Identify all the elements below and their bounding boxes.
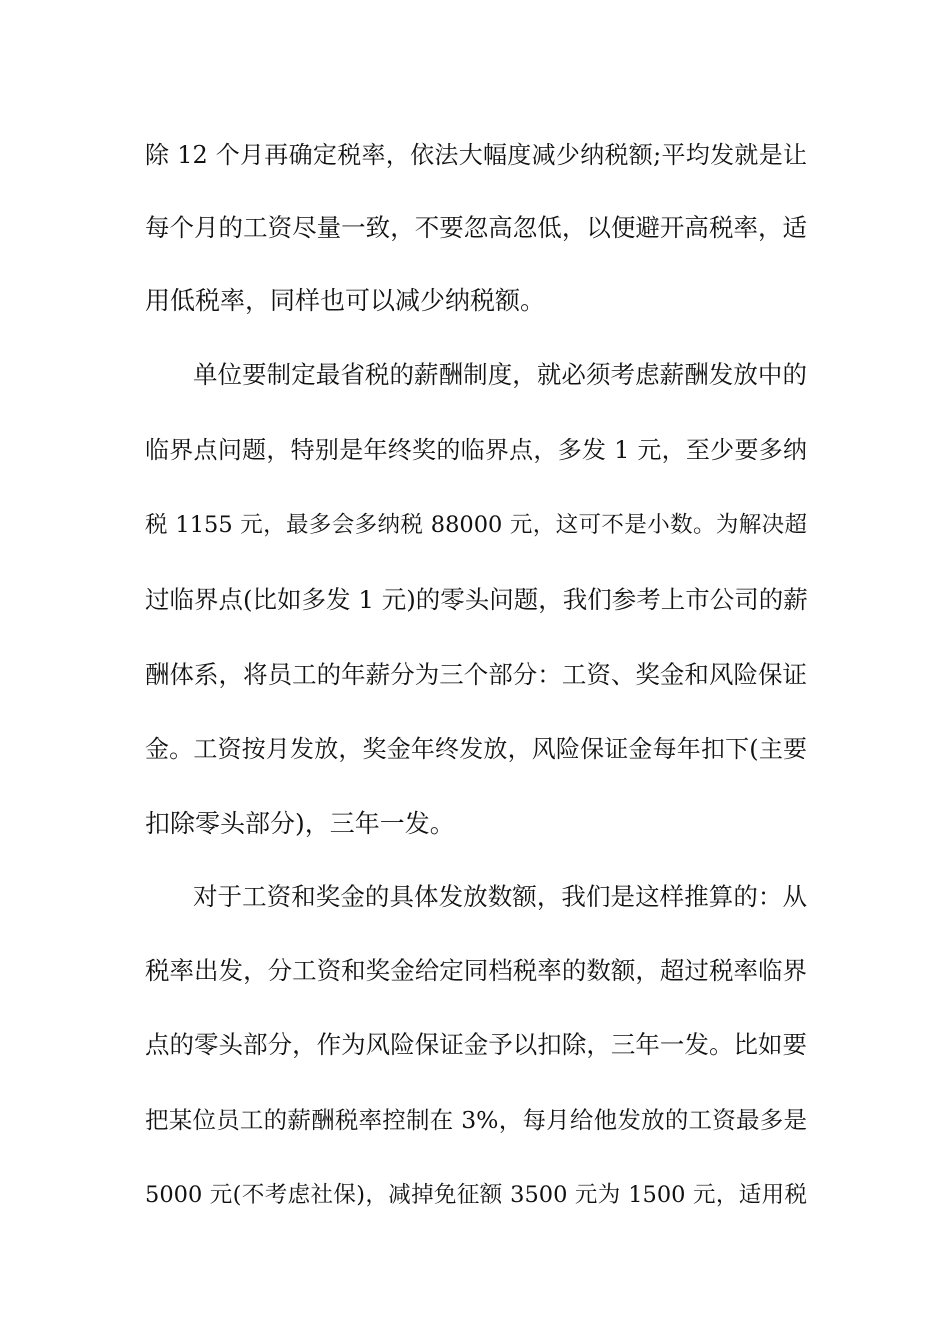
- text-line: 除 12 个月再确定税率，依法大幅度减少纳税额;平均发就是让: [145, 141, 807, 169]
- text-line: 金。工资按月发放，奖金年终发放，风险保证金每年扣下(主要: [145, 735, 807, 763]
- text-line: 临界点问题，特别是年终奖的临界点，多发 1 元，至少要多纳: [145, 436, 807, 464]
- paragraph-first-line: 单位要制定最省税的薪酬制度，就必须考虑薪酬发放中的: [193, 360, 807, 389]
- text-line: 5000 元(不考虑社保)，减掉免征额 3500 元为 1500 元，适用税: [145, 1182, 807, 1208]
- paragraph-first-line: 对于工资和奖金的具体发放数额，我们是这样推算的：从: [193, 882, 807, 911]
- text-line: 点的零头部分，作为风险保证金予以扣除，三年一发。比如要: [145, 1030, 807, 1059]
- text-line: 税 1155 元，最多会多纳税 88000 元，这可不是小数。为解决超: [145, 512, 807, 538]
- text-line: 扣除零头部分)，三年一发。: [145, 809, 455, 838]
- text-line: 把某位员工的薪酬税率控制在 3%，每月给他发放的工资最多是: [145, 1106, 807, 1134]
- text-line: 用低税率，同样也可以减少纳税额。: [145, 286, 546, 315]
- text-line: 税率出发，分工资和奖金给定同档税率的数额，超过税率临界: [145, 956, 807, 985]
- text-line: 过临界点(比如多发 1 元)的零头问题，我们参考上市公司的薪: [145, 585, 808, 614]
- text-line: 酬体系，将员工的年薪分为三个部分：工资、奖金和风险保证: [145, 660, 807, 689]
- text-line: 每个月的工资尽量一致，不要忽高忽低，以便避开高税率，适: [145, 213, 807, 242]
